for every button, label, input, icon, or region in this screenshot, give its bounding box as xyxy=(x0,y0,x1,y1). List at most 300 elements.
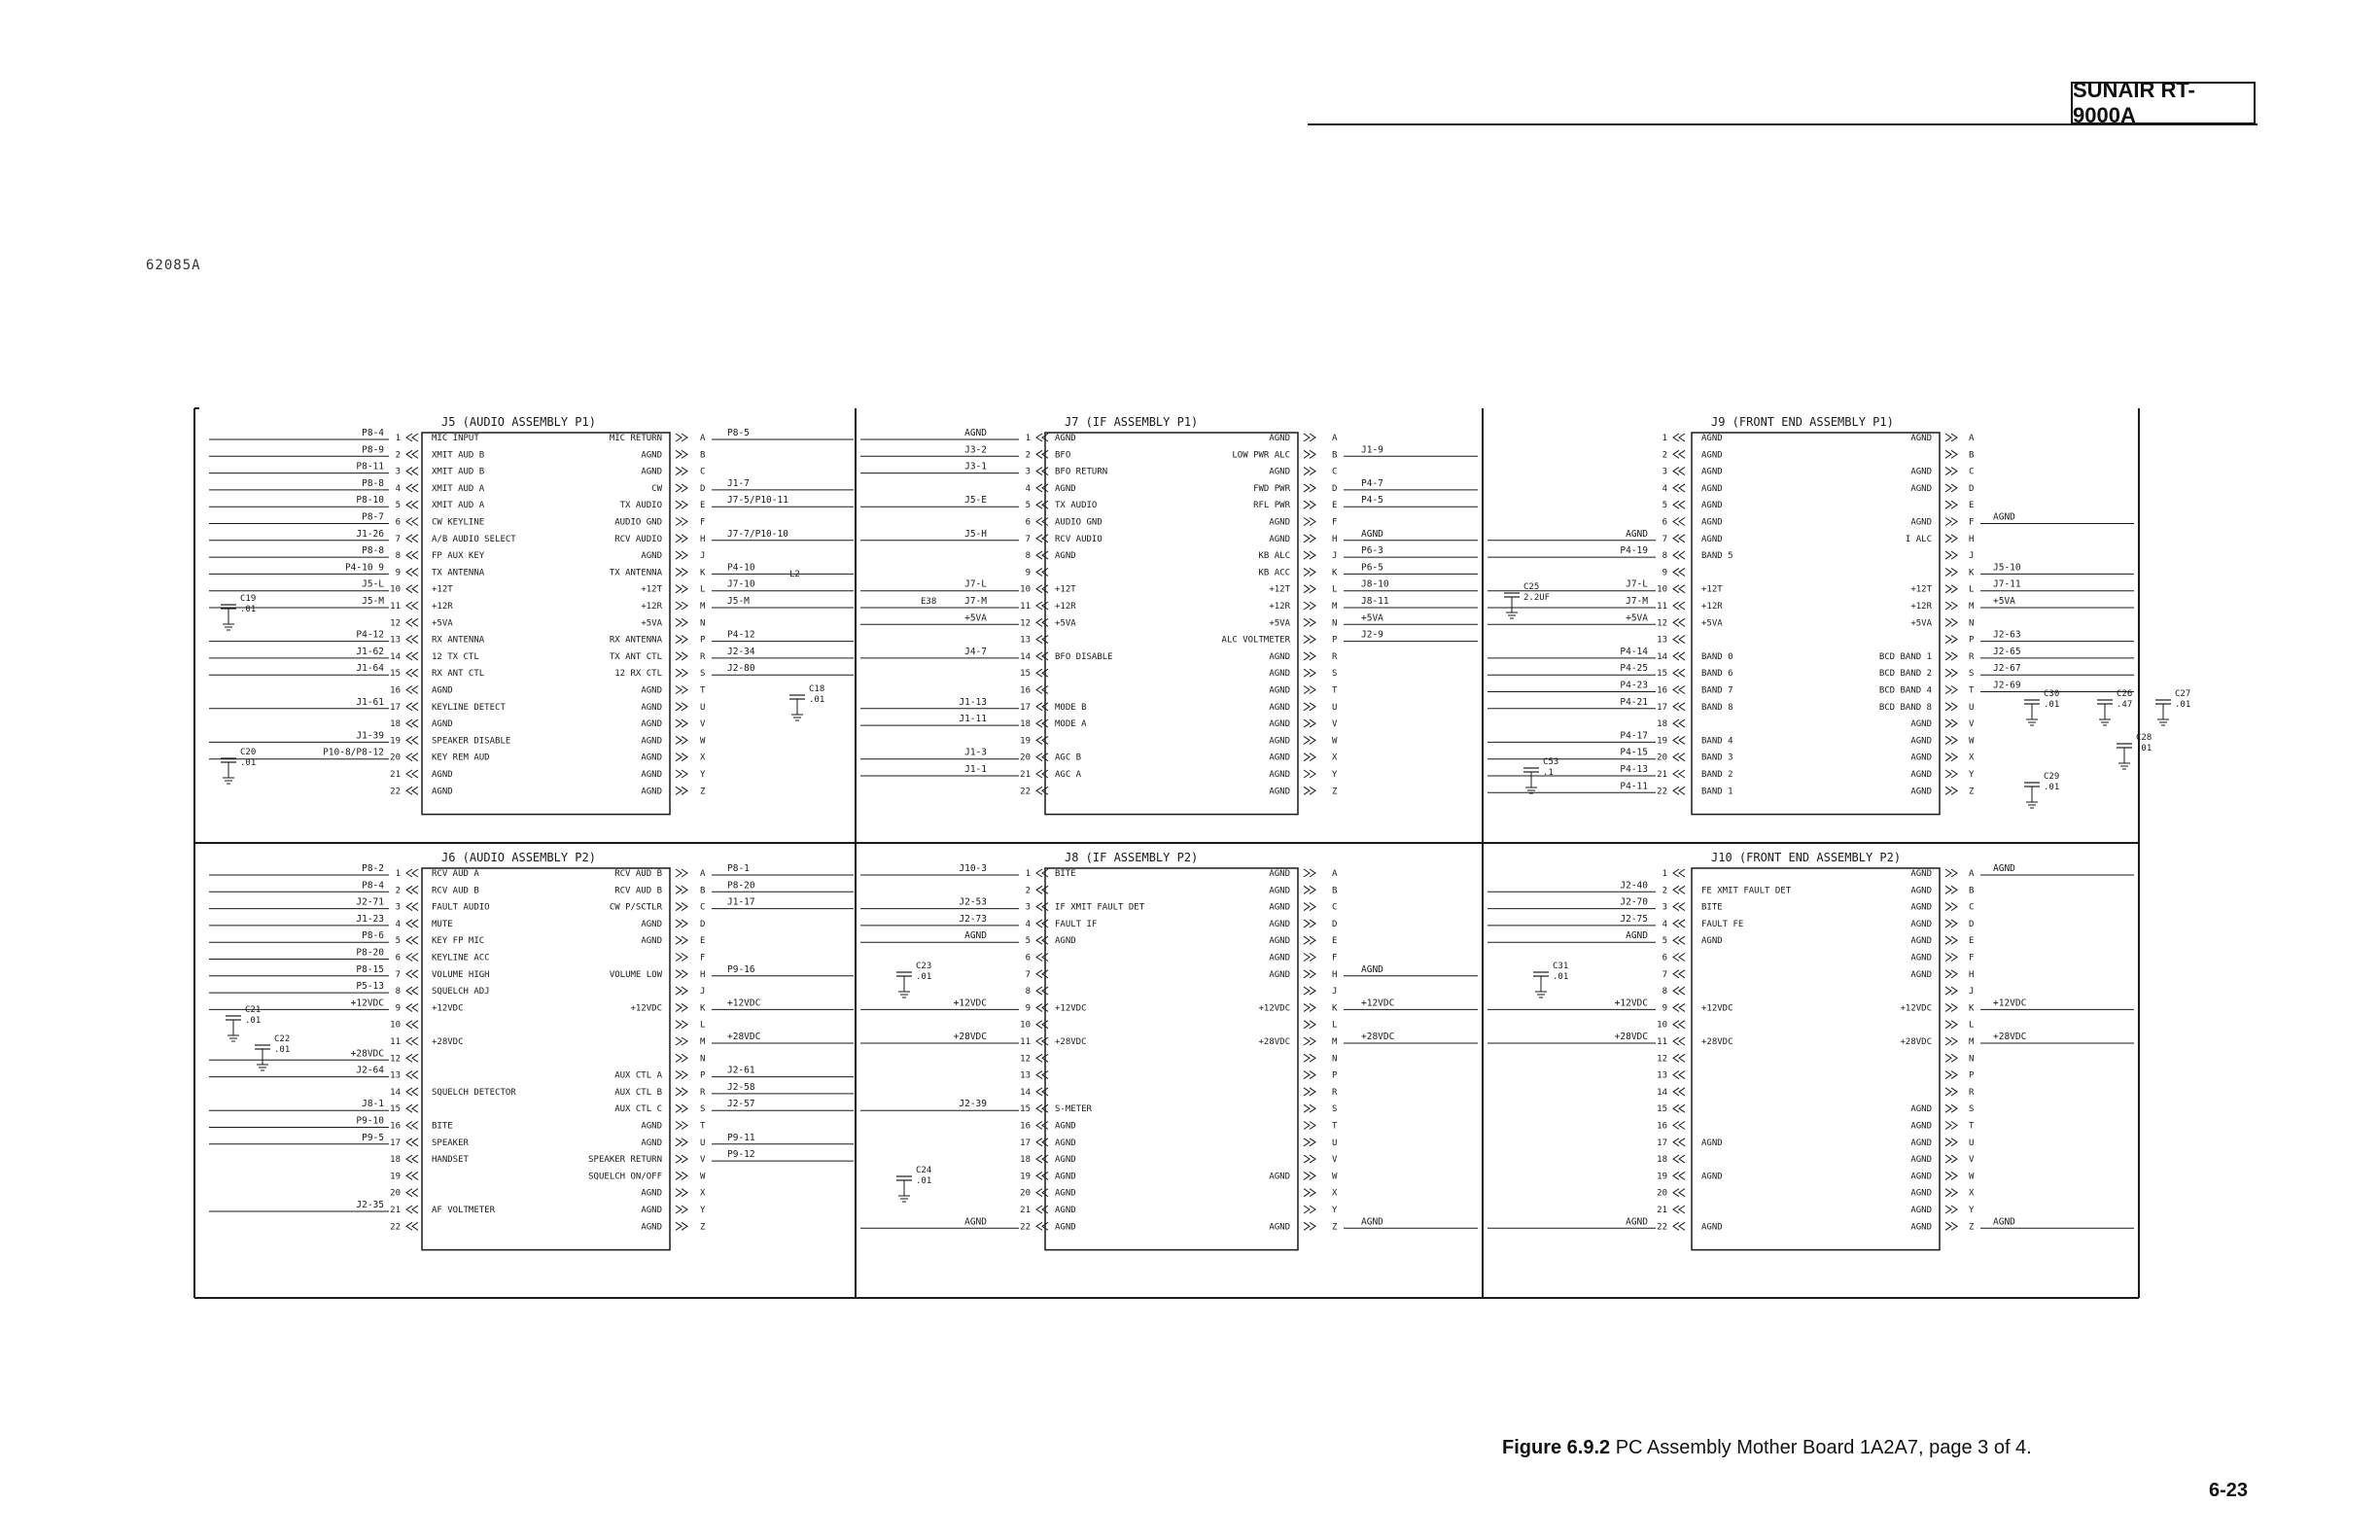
pin-letter: J xyxy=(700,551,706,562)
left-signal-ref: J1-62 xyxy=(356,646,384,657)
pin-chevron-left xyxy=(406,1071,418,1079)
pin-function-right: CW P/SCTLR xyxy=(609,902,662,913)
right-signal-ref: P4-10 xyxy=(727,562,755,574)
pin-letter: E xyxy=(1969,501,1975,511)
right-signal-ref: J7-11 xyxy=(1993,578,2021,590)
pin-function-left: +12VDC xyxy=(1701,1003,1733,1014)
pin-letter: B xyxy=(1332,886,1338,896)
pin-letter: L xyxy=(700,584,706,595)
pin-function-left: +28VDC xyxy=(1701,1037,1733,1047)
pin-chevron-left xyxy=(1036,970,1048,978)
pin-function-right: AGND xyxy=(641,936,662,947)
pin-chevron-left xyxy=(1036,920,1048,928)
pin-letter: N xyxy=(700,618,706,629)
pin-letter: V xyxy=(1332,719,1338,730)
pin-chevron-right xyxy=(1945,736,1957,744)
left-signal-ref: J2-64 xyxy=(356,1065,384,1076)
pin-number: 3 xyxy=(1662,902,1667,913)
pin-number: 21 xyxy=(390,770,401,780)
pin-number: 19 xyxy=(1657,1172,1667,1182)
pin-letter: J xyxy=(1969,987,1975,998)
pin-chevron-right xyxy=(676,602,687,610)
pin-function-left: BITE xyxy=(432,1121,453,1132)
pin-function-right: AGND xyxy=(641,752,662,763)
pin-function-right: CW xyxy=(651,483,662,494)
pin-chevron-left xyxy=(406,686,418,694)
component-ref: C24 xyxy=(916,1166,932,1175)
pin-chevron-left xyxy=(1036,1189,1048,1197)
pin-function-right: AGND xyxy=(1269,719,1290,730)
capacitor-c28 xyxy=(2117,733,2152,769)
pin-number: 20 xyxy=(1657,1188,1667,1199)
pin-function-left: BFO RETURN xyxy=(1055,467,1108,477)
pin-function-right: AGND xyxy=(641,685,662,696)
pin-chevron-right xyxy=(1945,618,1957,626)
pin-chevron-right xyxy=(1945,1138,1957,1146)
pin-chevron-right xyxy=(1304,669,1315,677)
pin-chevron-right xyxy=(676,518,687,526)
pin-letter: K xyxy=(1969,1003,1975,1014)
pin-letter: Z xyxy=(700,787,706,797)
right-signal-ref: J1-17 xyxy=(727,896,755,908)
pin-chevron-left xyxy=(1673,1071,1685,1079)
component-ref: C18 xyxy=(809,684,825,694)
ground-icon xyxy=(223,624,234,630)
component-ref: C29 xyxy=(2044,772,2060,782)
pin-chevron-right xyxy=(1945,585,1957,593)
pin-number: 10 xyxy=(1657,1020,1667,1031)
component-ref: L2 xyxy=(789,570,800,579)
pin-function-right: AGND xyxy=(641,450,662,461)
capacitor-c27 xyxy=(2155,689,2190,725)
pin-function-right: AGND xyxy=(1269,534,1290,544)
left-signal-ref: J1-1 xyxy=(964,764,987,775)
pin-chevron-left xyxy=(1673,652,1685,660)
pin-letter: M xyxy=(1332,602,1338,612)
pin-function-left: AGND xyxy=(1701,936,1723,947)
pin-chevron-right xyxy=(1945,1189,1957,1197)
ground-icon xyxy=(2026,802,2038,808)
left-signal-ref: +12VDC xyxy=(1614,998,1648,1009)
component-ref: C25 xyxy=(1523,582,1540,592)
pin-letter: W xyxy=(700,1172,706,1182)
pin-number: 16 xyxy=(1657,685,1667,696)
left-signal-ref: J7-M xyxy=(1626,596,1648,607)
pin-chevron-left xyxy=(1036,1155,1048,1163)
connector-j7 xyxy=(860,415,1478,815)
pin-function-right: FWD PWR xyxy=(1253,483,1290,494)
pin-letter: F xyxy=(1969,517,1975,528)
pin-letter: C xyxy=(1332,902,1338,913)
pin-function-left: RX ANT CTL xyxy=(432,669,485,680)
pin-function-right: AGND xyxy=(1269,886,1290,896)
pin-number: 2 xyxy=(1025,450,1031,461)
component-value: .01 xyxy=(2175,700,2191,710)
pin-function-left: RX ANTENNA xyxy=(432,635,485,646)
pin-function-left: BITE xyxy=(1055,869,1076,879)
pin-chevron-left xyxy=(1673,636,1685,644)
model-name: SUNAIR RT-9000A xyxy=(2073,78,2195,127)
pin-number: 6 xyxy=(1662,517,1667,528)
pin-function-left: AGND xyxy=(1055,1188,1076,1199)
connector-title: J9 (FRONT END ASSEMBLY P1) xyxy=(1711,415,1894,429)
pin-chevron-left xyxy=(1673,719,1685,727)
pin-letter: H xyxy=(1332,534,1338,544)
pin-letter: U xyxy=(700,1138,706,1148)
right-signal-ref: J1-7 xyxy=(727,477,750,489)
pin-chevron-right xyxy=(676,1189,687,1197)
right-signal-ref: AGND xyxy=(1361,1216,1383,1228)
pin-chevron-left xyxy=(1673,518,1685,526)
pin-number: 21 xyxy=(1020,770,1031,780)
pin-chevron-right xyxy=(1304,703,1315,711)
capacitor-l2 xyxy=(789,570,800,579)
pin-function-right: AGND xyxy=(1269,669,1290,680)
capacitor-c30 xyxy=(2024,689,2059,725)
pin-chevron-right xyxy=(676,736,687,744)
pin-number: 19 xyxy=(390,1172,401,1182)
pin-function-left: AGND xyxy=(1701,434,1723,443)
pin-function-left: AGND xyxy=(1701,467,1723,477)
pin-letter: M xyxy=(1969,1037,1975,1047)
pin-chevron-left xyxy=(406,1206,418,1213)
pin-number: 7 xyxy=(395,534,401,544)
pin-function-left: AGC B xyxy=(1055,752,1082,763)
pin-letter: N xyxy=(700,1054,706,1065)
pin-letter: H xyxy=(1969,969,1975,980)
pin-chevron-left xyxy=(1036,1222,1048,1230)
pin-chevron-left xyxy=(1673,1222,1685,1230)
pin-number: 11 xyxy=(1657,602,1667,612)
pin-letter: X xyxy=(1969,1188,1975,1199)
left-signal-ref: J2-40 xyxy=(1620,880,1648,892)
pin-function-right: +12VDC xyxy=(1900,1003,1932,1014)
pin-chevron-left xyxy=(406,1222,418,1230)
pin-chevron-right xyxy=(1304,1222,1315,1230)
pin-letter: J xyxy=(700,987,706,998)
right-signal-ref: +28VDC xyxy=(1361,1032,1395,1042)
pin-letter: C xyxy=(1969,902,1975,913)
pin-number: 13 xyxy=(1657,1070,1667,1081)
pin-function-left: AGND xyxy=(1701,501,1723,511)
pin-chevron-right xyxy=(676,970,687,978)
pin-chevron-left xyxy=(1036,518,1048,526)
pin-chevron-left xyxy=(406,1172,418,1179)
right-signal-ref: J7-5/P10-11 xyxy=(727,495,788,507)
right-signal-ref: J8-10 xyxy=(1361,578,1389,590)
pin-function-right: AGND xyxy=(1269,1222,1290,1233)
pin-function-right: BCD BAND 2 xyxy=(1878,669,1932,680)
pin-chevron-right xyxy=(1304,1206,1315,1213)
right-signal-ref: AGND xyxy=(1361,528,1383,540)
pin-letter: N xyxy=(1332,1054,1338,1065)
left-signal-ref: J1-3 xyxy=(964,747,987,758)
pin-chevron-left xyxy=(1673,1172,1685,1179)
pin-function-right: AGND xyxy=(1910,770,1932,780)
pin-chevron-right xyxy=(1304,1172,1315,1179)
pin-chevron-right xyxy=(1945,602,1957,610)
pin-number: 12 xyxy=(390,618,401,629)
pin-function-left: VOLUME HIGH xyxy=(432,969,490,980)
left-signal-ref: J3-1 xyxy=(964,461,987,472)
pin-number: 17 xyxy=(1020,702,1031,713)
left-signal-ref: P4-13 xyxy=(1620,764,1648,775)
pin-letter: P xyxy=(1332,1070,1338,1081)
pin-letter: C xyxy=(700,902,706,913)
pin-function-right: KB ACC xyxy=(1258,568,1290,578)
pin-number: 1 xyxy=(1662,869,1667,879)
pin-number: 5 xyxy=(1025,501,1031,511)
pin-function-left: BAND 6 xyxy=(1701,669,1733,680)
pin-number: 18 xyxy=(390,1155,401,1166)
pin-function-right: AGND xyxy=(1269,953,1290,963)
pin-chevron-right xyxy=(1304,1003,1315,1011)
left-signal-ref: P4-19 xyxy=(1620,545,1648,557)
pin-chevron-left xyxy=(1036,434,1048,441)
pin-letter: Y xyxy=(1969,1206,1975,1215)
pin-chevron-left xyxy=(1673,1021,1685,1029)
pin-number: 14 xyxy=(1657,651,1667,662)
pin-chevron-right xyxy=(1304,903,1315,911)
pin-chevron-right xyxy=(676,719,687,727)
pin-chevron-right xyxy=(1945,1003,1957,1011)
pin-function-right: AUX CTL C xyxy=(614,1104,662,1115)
pin-chevron-left xyxy=(1036,1172,1048,1179)
pin-chevron-left xyxy=(406,1088,418,1096)
pin-function-left: BAND 0 xyxy=(1701,651,1733,662)
ground-icon xyxy=(2026,719,2038,725)
pin-function-left: +12T xyxy=(1055,584,1076,595)
pin-chevron-left xyxy=(1673,970,1685,978)
pin-number: 20 xyxy=(1657,752,1667,763)
pin-chevron-right xyxy=(676,468,687,475)
pin-number: 7 xyxy=(1025,534,1031,544)
pin-chevron-right xyxy=(1945,1222,1957,1230)
pin-letter: J xyxy=(1969,551,1975,562)
pin-letter: X xyxy=(1332,1188,1338,1199)
pin-function-right: I ALC xyxy=(1905,534,1932,544)
left-signal-ref: AGND xyxy=(964,428,987,438)
pin-chevron-left xyxy=(406,1054,418,1062)
pin-chevron-left xyxy=(406,886,418,893)
left-signal-ref: AGND xyxy=(1626,930,1648,942)
pin-chevron-right xyxy=(1945,954,1957,962)
pin-chevron-left xyxy=(1036,535,1048,542)
pin-chevron-left xyxy=(1673,1122,1685,1130)
pin-number: 18 xyxy=(1020,1155,1031,1166)
pin-letter: Y xyxy=(700,770,706,780)
pin-chevron-right xyxy=(1945,551,1957,559)
pin-chevron-left xyxy=(1036,1054,1048,1062)
pin-chevron-right xyxy=(676,936,687,944)
pin-letter: N xyxy=(1332,618,1338,629)
pin-chevron-right xyxy=(676,787,687,794)
left-signal-ref: J1-26 xyxy=(356,528,384,540)
pin-function-left: HANDSET xyxy=(432,1155,469,1166)
pin-chevron-right xyxy=(676,1138,687,1146)
pin-number: 13 xyxy=(1657,635,1667,646)
pin-letter: A xyxy=(1969,869,1975,879)
pin-function-right: AGND xyxy=(1269,467,1290,477)
pin-chevron-left xyxy=(406,787,418,794)
pin-letter: X xyxy=(700,752,706,763)
pin-chevron-left xyxy=(1673,1206,1685,1213)
pin-number: 8 xyxy=(395,987,401,998)
pin-letter: M xyxy=(1332,1037,1338,1047)
pin-function-right: +5VA xyxy=(1910,618,1932,629)
pin-chevron-left xyxy=(1036,652,1048,660)
pin-chevron-left xyxy=(1036,787,1048,794)
left-signal-ref: J2-39 xyxy=(959,1099,987,1110)
pin-number: 9 xyxy=(1025,568,1031,578)
pin-chevron-right xyxy=(676,484,687,492)
pin-chevron-right xyxy=(676,1088,687,1096)
pin-number: 21 xyxy=(390,1206,401,1215)
pin-letter: K xyxy=(1969,568,1975,578)
left-signal-ref: J8-1 xyxy=(362,1099,384,1110)
pin-letter: B xyxy=(700,886,706,896)
ground-icon xyxy=(257,1065,268,1070)
pin-chevron-right xyxy=(1304,484,1315,492)
pin-letter: E xyxy=(700,501,706,511)
pin-function-left: +12T xyxy=(432,584,453,595)
capacitor-c23 xyxy=(896,962,931,998)
pin-letter: J xyxy=(1332,551,1338,562)
ground-icon xyxy=(898,992,910,998)
component-ref: C19 xyxy=(240,594,257,604)
pin-function-right: AGND xyxy=(1910,919,1932,929)
pin-function-left: FAULT IF xyxy=(1055,919,1098,929)
pin-letter: L xyxy=(1332,1020,1338,1031)
connector-j8 xyxy=(860,851,1478,1250)
pin-number: 14 xyxy=(390,651,401,662)
pin-chevron-left xyxy=(406,568,418,576)
pin-chevron-left xyxy=(1673,1054,1685,1062)
right-signal-ref: J7-7/P10-10 xyxy=(727,528,788,540)
pin-function-right: AUX CTL B xyxy=(614,1087,662,1098)
pin-chevron-left xyxy=(1673,736,1685,744)
pin-number: 15 xyxy=(1020,669,1031,680)
right-signal-ref: AGND xyxy=(1993,511,2015,523)
pin-chevron-right xyxy=(1304,1071,1315,1079)
pin-chevron-left xyxy=(1673,903,1685,911)
pin-number: 7 xyxy=(1025,969,1031,980)
pin-chevron-right xyxy=(1945,770,1957,778)
pin-letter: E xyxy=(1332,936,1338,947)
left-signal-ref: P4-12 xyxy=(356,629,384,641)
pin-chevron-left xyxy=(1036,1138,1048,1146)
right-signal-ref: P6-5 xyxy=(1361,562,1383,574)
pin-chevron-right xyxy=(676,535,687,542)
pin-letter: W xyxy=(700,736,706,747)
pin-letter: V xyxy=(700,1155,706,1166)
pin-number: 11 xyxy=(390,1037,401,1047)
pin-letter: U xyxy=(1332,702,1338,713)
pin-number: 16 xyxy=(390,1121,401,1132)
pin-letter: F xyxy=(700,517,706,528)
pin-chevron-right xyxy=(676,1104,687,1112)
pin-function-left: MODE B xyxy=(1055,702,1087,713)
pin-number: 12 xyxy=(1657,1054,1667,1065)
pin-number: 4 xyxy=(395,919,401,929)
pin-letter: S xyxy=(700,669,706,680)
pin-chevron-right xyxy=(1945,903,1957,911)
pin-chevron-right xyxy=(1945,936,1957,944)
pin-chevron-left xyxy=(1673,686,1685,694)
pin-chevron-left xyxy=(1036,736,1048,744)
pin-number: 14 xyxy=(1020,651,1031,662)
pin-chevron-left xyxy=(1036,450,1048,458)
pin-chevron-left xyxy=(1036,719,1048,727)
pin-chevron-right xyxy=(1945,686,1957,694)
right-signal-ref: J2-65 xyxy=(1993,646,2021,657)
pin-letter: L xyxy=(1332,584,1338,595)
pin-function-left: +28VDC xyxy=(1055,1037,1087,1047)
left-signal-ref: P5-13 xyxy=(356,981,384,993)
pin-chevron-right xyxy=(676,501,687,508)
pin-chevron-left xyxy=(406,1189,418,1197)
pin-number: 14 xyxy=(390,1087,401,1098)
left-signal-ref: P4-10 9 xyxy=(344,562,384,574)
component-ref: C30 xyxy=(2044,689,2060,699)
pin-letter: S xyxy=(1969,1104,1975,1115)
component-ref: C27 xyxy=(2175,689,2191,699)
left-signal-ref: P4-14 xyxy=(1620,646,1648,657)
pin-letter: W xyxy=(1332,1172,1338,1182)
pin-chevron-right xyxy=(1304,618,1315,626)
pin-number: 13 xyxy=(1020,1070,1031,1081)
pin-function-right: AGND xyxy=(1910,1104,1932,1115)
pin-letter: B xyxy=(1969,450,1975,461)
pin-number: 9 xyxy=(1662,1003,1667,1014)
pin-chevron-right xyxy=(676,1003,687,1011)
pin-letter: U xyxy=(700,702,706,713)
pin-number: 1 xyxy=(395,434,401,443)
pin-letter: D xyxy=(700,483,706,494)
pin-number: 17 xyxy=(1657,702,1667,713)
pin-function-right: AGND xyxy=(1269,685,1290,696)
pin-function-left: AGND xyxy=(1055,1206,1076,1215)
pin-chevron-left xyxy=(1673,869,1685,877)
pin-chevron-left xyxy=(1036,936,1048,944)
left-signal-ref: J2-70 xyxy=(1620,896,1648,908)
pin-function-right: AGND xyxy=(1910,953,1932,963)
pin-letter: E xyxy=(700,936,706,947)
pin-chevron-left xyxy=(1036,753,1048,761)
pin-number: 12 xyxy=(1020,618,1031,629)
right-signal-ref: +5VA xyxy=(1361,612,1383,624)
pin-number: 22 xyxy=(1657,1222,1667,1233)
pin-letter: U xyxy=(1332,1138,1338,1148)
pin-function-right: BCD BAND 4 xyxy=(1878,685,1932,696)
figure-text: PC Assembly Mother Board 1A2A7, page 3 of 4. xyxy=(1615,1437,2032,1458)
connector-j10 xyxy=(1488,851,2134,1250)
left-signal-ref: J2-53 xyxy=(959,896,987,908)
right-signal-ref: +5VA xyxy=(1993,596,2015,607)
component-value: .1 xyxy=(1543,768,1554,778)
pin-function-right: 12 RX CTL xyxy=(614,669,662,680)
pin-function-left: KEYLINE DETECT xyxy=(432,702,506,713)
pin-function-right: AGND xyxy=(1269,902,1290,913)
pin-letter: Y xyxy=(1332,1206,1338,1215)
pin-chevron-right xyxy=(676,1155,687,1163)
pin-letter: R xyxy=(1969,651,1975,662)
pin-chevron-left xyxy=(1036,585,1048,593)
pin-function-right: AGND xyxy=(641,702,662,713)
pin-chevron-right xyxy=(1304,753,1315,761)
pin-chevron-left xyxy=(1036,1104,1048,1112)
pin-function-left: AGND xyxy=(1701,450,1723,461)
